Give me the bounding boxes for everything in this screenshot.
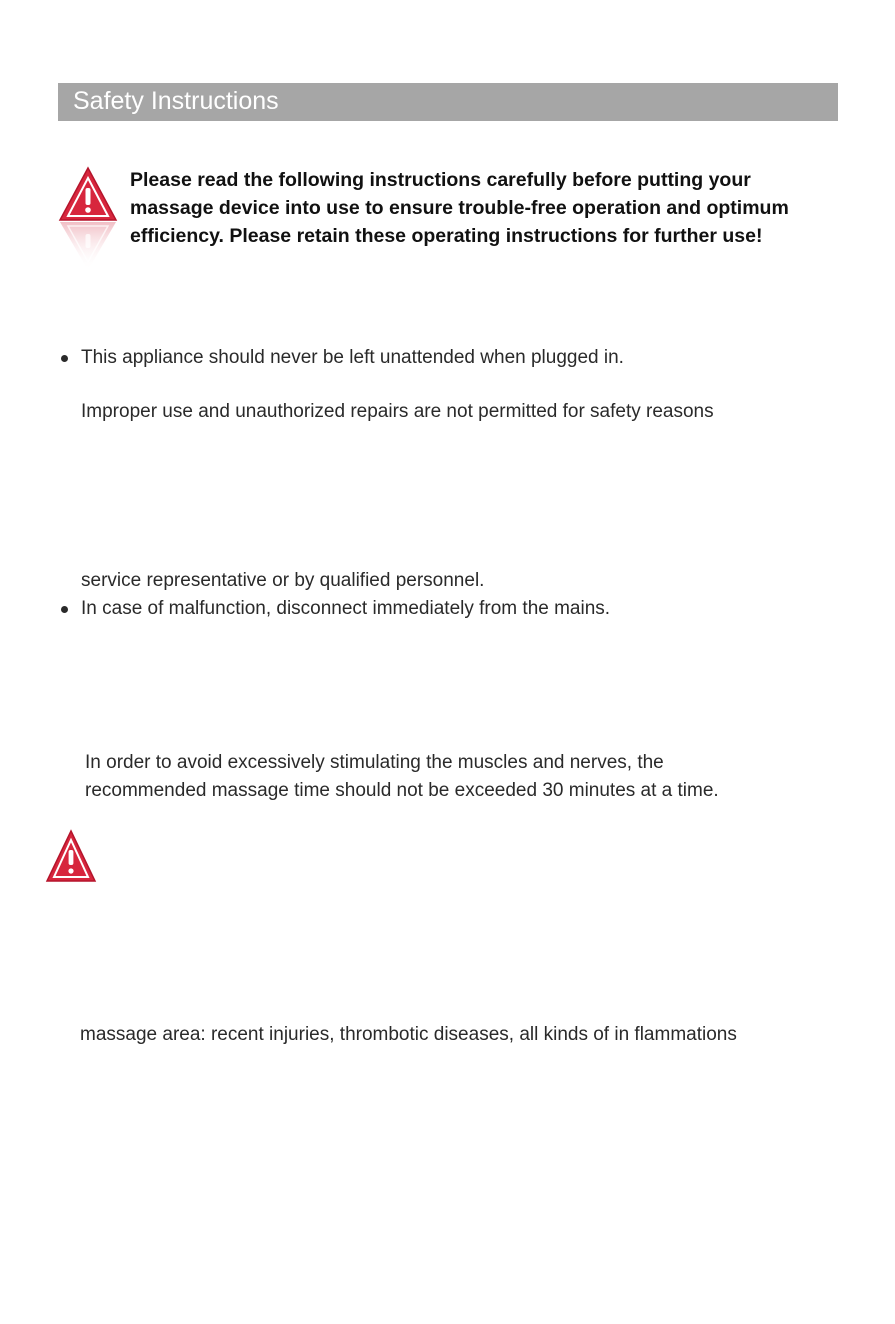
warning-triangle-icon [45, 829, 97, 883]
instruction-text: massage area: recent injuries, thrombotic diseases, all kinds of in flammations [80, 1024, 737, 1045]
warning-triangle-icon [58, 166, 118, 270]
section-header [58, 83, 838, 121]
instruction-text: In order to avoid excessively stimulating the muscles and nerves, the [85, 752, 664, 773]
bullet-marker [61, 606, 68, 613]
bullet-marker [61, 355, 68, 362]
instruction-text: recommended massage time should not be exceeded 30 minutes at a time. [85, 780, 719, 801]
intro-line: massage device into use to ensure trouble-free operation and optimum [130, 197, 789, 219]
instruction-text: In case of malfunction, disconnect immediately from the mains. [81, 598, 611, 619]
section-title: Safety Instructions [73, 87, 279, 115]
intro-line: efficiency. Please retain these operating instructions for further use! [130, 225, 763, 247]
instruction-text: Improper use and unauthorized repairs are not permitted for safety reasons [81, 401, 714, 422]
instruction-text: This appliance should never be left unattended when plugged in. [81, 347, 624, 368]
intro-paragraph [130, 166, 840, 250]
instruction-text: service representative or by qualified personnel. [81, 570, 485, 591]
intro-line: Please read the following instructions carefully before putting your [130, 169, 751, 191]
